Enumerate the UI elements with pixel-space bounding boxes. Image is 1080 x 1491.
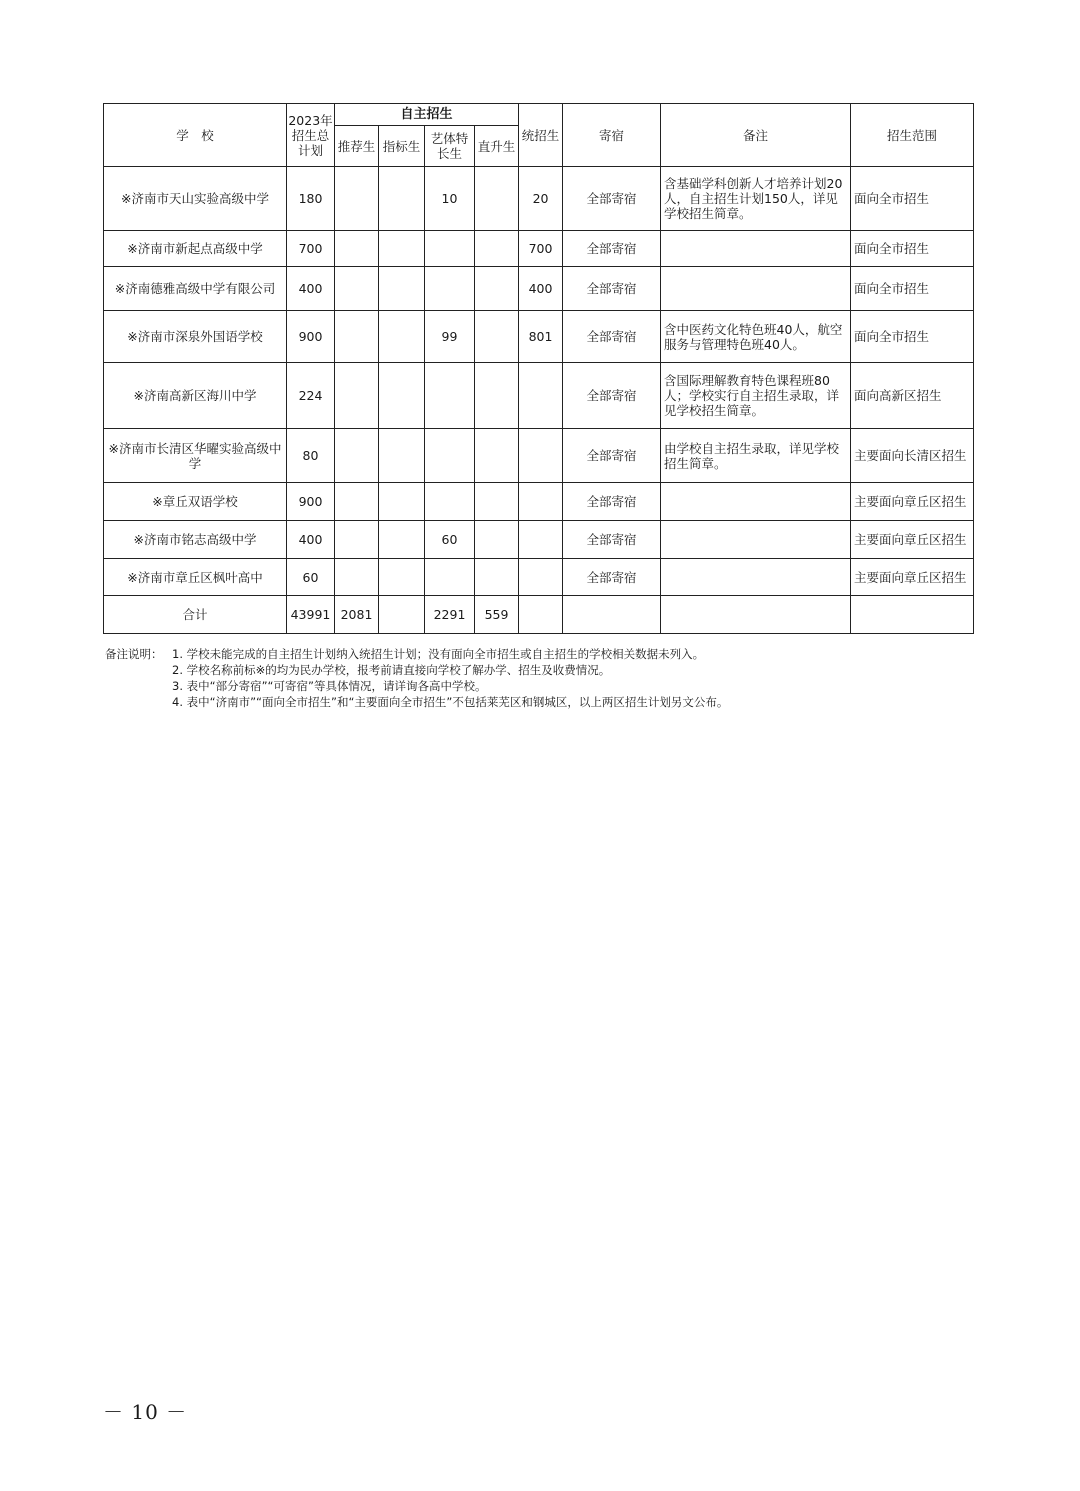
school-name: ※济南德雅高级中学有限公司	[104, 267, 287, 311]
school-name: ※济南市天山实验高级中学	[104, 167, 287, 231]
header-recommended: 推荐生	[335, 126, 379, 167]
quota	[379, 267, 425, 311]
remark	[661, 267, 851, 311]
total-label: 合计	[104, 596, 287, 634]
scope: 面向全市招生	[851, 231, 974, 267]
footnote-item: 4. 表中“济南市”“面向全市招生”和“主要面向全市招生”不包括莱芜区和钢城区，以上两区招生计划另文公布。	[172, 695, 729, 709]
school-name: ※济南高新区海川中学	[104, 363, 287, 429]
scope: 面向全市招生	[851, 267, 974, 311]
direct	[475, 429, 519, 483]
art-sports	[425, 363, 475, 429]
footnote-item: 1. 学校未能完成的自主招生计划纳入统招生计划；没有面向全市招生或自主招生的学校相关数据未列入。	[172, 647, 705, 661]
art-sports: 60	[425, 521, 475, 559]
total-plan: 80	[287, 429, 335, 483]
unified	[519, 521, 563, 559]
boarding: 全部寄宿	[563, 231, 661, 267]
direct	[475, 483, 519, 521]
recommended	[335, 559, 379, 596]
table-row	[104, 267, 974, 311]
boarding: 全部寄宿	[563, 483, 661, 521]
table-row	[104, 559, 974, 596]
total-plan: 224	[287, 363, 335, 429]
header-remarks: 备注	[661, 104, 851, 167]
footnote-label: 备注说明：	[105, 647, 163, 661]
art-sports: 10	[425, 167, 475, 231]
total-row	[104, 596, 974, 634]
direct	[475, 311, 519, 363]
header-self-enrollment: 自主招生	[335, 104, 519, 126]
school-name: ※济南市长清区华曜实验高级中学	[104, 429, 287, 483]
remark: 含中医药文化特色班40人，航空服务与管理特色班40人。	[661, 311, 851, 363]
recommended	[335, 231, 379, 267]
scope: 面向高新区招生	[851, 363, 974, 429]
remark: 由学校自主招生录取，详见学校招生简章。	[661, 429, 851, 483]
table-row	[104, 429, 974, 483]
art-sports	[425, 231, 475, 267]
scope: 主要面向长清区招生	[851, 429, 974, 483]
table-row	[104, 311, 974, 363]
total-plan: 400	[287, 267, 335, 311]
unified	[519, 483, 563, 521]
direct	[475, 231, 519, 267]
recommended	[335, 311, 379, 363]
remark	[661, 521, 851, 559]
boarding: 全部寄宿	[563, 363, 661, 429]
quota	[379, 363, 425, 429]
quota	[379, 167, 425, 231]
direct: 559	[475, 596, 519, 634]
school-name: ※济南市章丘区枫叶高中	[104, 559, 287, 596]
scope: 主要面向章丘区招生	[851, 559, 974, 596]
total-plan: 400	[287, 521, 335, 559]
recommended	[335, 167, 379, 231]
scope: 面向全市招生	[851, 311, 974, 363]
art-sports	[425, 429, 475, 483]
boarding	[563, 596, 661, 634]
recommended	[335, 267, 379, 311]
remark	[661, 231, 851, 267]
boarding: 全部寄宿	[563, 311, 661, 363]
header-art-sports: 艺体特长生	[425, 126, 475, 167]
direct	[475, 559, 519, 596]
table-row	[104, 521, 974, 559]
page-number: － 10 －	[103, 1400, 188, 1424]
quota	[379, 483, 425, 521]
school-name: ※济南市铭志高级中学	[104, 521, 287, 559]
header-school: 学 校	[104, 104, 287, 167]
art-sports	[425, 559, 475, 596]
total-plan: 900	[287, 311, 335, 363]
unified: 400	[519, 267, 563, 311]
boarding: 全部寄宿	[563, 559, 661, 596]
table-row	[104, 363, 974, 429]
direct	[475, 267, 519, 311]
header-quota: 指标生	[379, 126, 425, 167]
recommended: 2081	[335, 596, 379, 634]
unified: 700	[519, 231, 563, 267]
direct	[475, 363, 519, 429]
quota	[379, 559, 425, 596]
art-sports	[425, 483, 475, 521]
total-plan: 900	[287, 483, 335, 521]
boarding: 全部寄宿	[563, 267, 661, 311]
table-row	[104, 167, 974, 231]
total-plan: 700	[287, 231, 335, 267]
scope: 面向全市招生	[851, 167, 974, 231]
direct	[475, 167, 519, 231]
table-row	[104, 483, 974, 521]
quota	[379, 429, 425, 483]
total-plan: 60	[287, 559, 335, 596]
header-scope: 招生范围	[851, 104, 974, 167]
school-name: ※济南市新起点高级中学	[104, 231, 287, 267]
unified	[519, 363, 563, 429]
quota	[379, 231, 425, 267]
school-name: ※章丘双语学校	[104, 483, 287, 521]
quota	[379, 521, 425, 559]
unified: 801	[519, 311, 563, 363]
footnote-item: 3. 表中“部分寄宿”“可寄宿”等具体情况，请详询各高中学校。	[172, 679, 487, 693]
footnotes	[105, 646, 728, 710]
art-sports: 99	[425, 311, 475, 363]
table-row	[104, 231, 974, 267]
unified: 20	[519, 167, 563, 231]
recommended	[335, 363, 379, 429]
scope	[851, 596, 974, 634]
remark: 含基础学科创新人才培养计划20人，自主招生计划150人，详见学校招生简章。	[661, 167, 851, 231]
scope: 主要面向章丘区招生	[851, 483, 974, 521]
header-boarding: 寄宿	[563, 104, 661, 167]
unified	[519, 596, 563, 634]
footnote-item: 2. 学校名称前标※的均为民办学校，报考前请直接向学校了解办学、招生及收费情况。	[172, 663, 611, 677]
quota	[379, 311, 425, 363]
boarding: 全部寄宿	[563, 521, 661, 559]
school-name: ※济南市深泉外国语学校	[104, 311, 287, 363]
total-plan: 43991	[287, 596, 335, 634]
art-sports	[425, 267, 475, 311]
header-total-plan: 2023年招生总计划	[287, 104, 335, 167]
scope: 主要面向章丘区招生	[851, 521, 974, 559]
header-direct: 直升生	[475, 126, 519, 167]
header-unified: 统招生	[519, 104, 563, 167]
direct	[475, 521, 519, 559]
remark	[661, 596, 851, 634]
remark	[661, 483, 851, 521]
art-sports: 2291	[425, 596, 475, 634]
total-plan: 180	[287, 167, 335, 231]
quota	[379, 596, 425, 634]
remark	[661, 559, 851, 596]
unified	[519, 429, 563, 483]
boarding: 全部寄宿	[563, 429, 661, 483]
recommended	[335, 483, 379, 521]
recommended	[335, 429, 379, 483]
enrollment-plan-table	[103, 103, 974, 634]
recommended	[335, 521, 379, 559]
unified	[519, 559, 563, 596]
remark: 含国际理解教育特色课程班80人；学校实行自主招生录取，详见学校招生简章。	[661, 363, 851, 429]
boarding: 全部寄宿	[563, 167, 661, 231]
